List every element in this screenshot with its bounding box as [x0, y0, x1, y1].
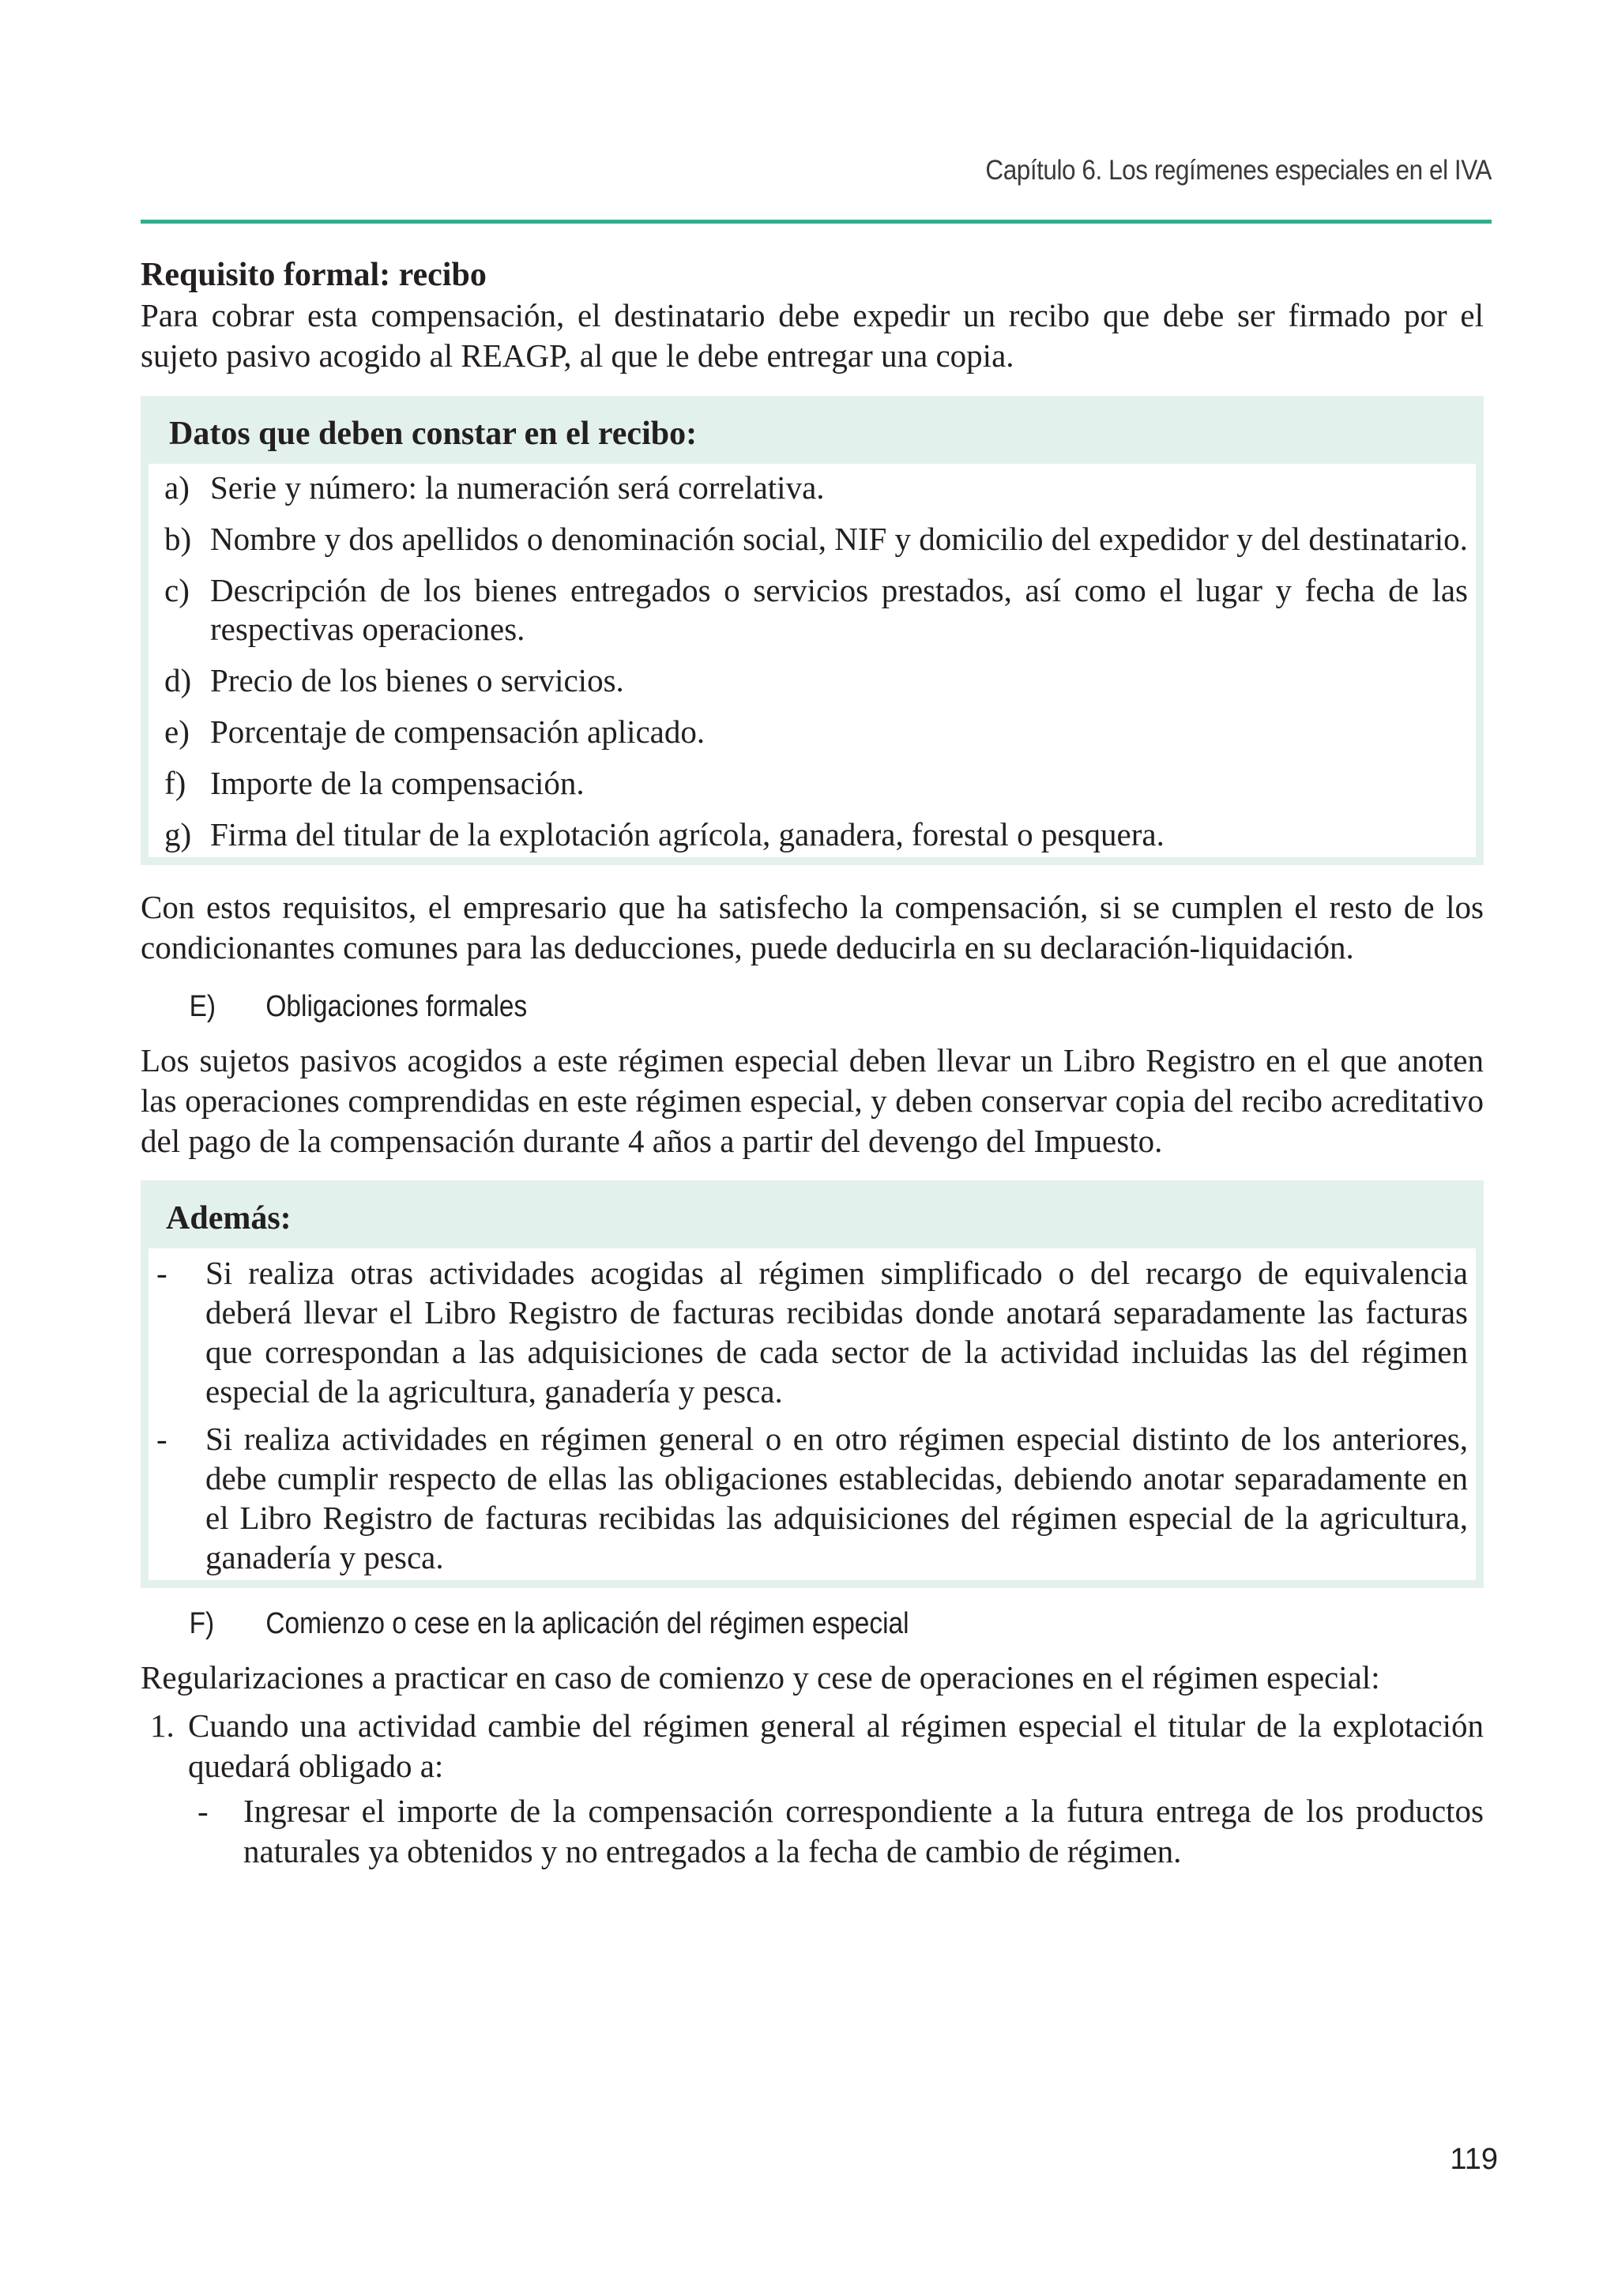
- list-item-text: Si realiza actividades en régimen general o en otro régimen especial distinto de los anteriores, debe cumplir respecto de ellas las obligaciones establecidas, debiendo anotar separadamente en el Libro Registro de facturas recibidas las adquisiciones del régimen especial de la agricultura, ganadería y pesca.: [205, 1421, 1468, 1575]
- header-rule: [141, 220, 1492, 224]
- list-item-label: e): [164, 713, 190, 750]
- requisito-heading: Requisito formal: recibo: [141, 257, 487, 293]
- section-e-heading: [141, 987, 1323, 1026]
- list-item: [164, 661, 1468, 700]
- list-item-text: Porcentaje de compensación aplicado.: [210, 713, 706, 750]
- list-item: [164, 469, 1468, 507]
- section-e-paragraph: Los sujetos pasivos acogidos a este régimen especial deben llevar un Libro Registro en el que anoten las operaciones comprendidas en este régimen especial, y deben conservar copia del recibo acreditativo del pago de la compensación durante 4 años a partir del devengo del Impuesto.: [141, 1042, 1484, 1159]
- section-f-heading: [141, 1604, 1323, 1643]
- list-item-label: f): [164, 765, 186, 801]
- sub-list-item: [188, 1791, 1484, 1872]
- list-item: [164, 764, 1468, 803]
- list-item-label: c): [164, 572, 190, 608]
- list-item: [156, 1253, 1468, 1411]
- requisito-paragraph: Para cobrar esta compensación, el destinatario debe expedir un recibo que debe ser firmado por el sujeto pasivo acogido al REAGP, al que le debe entregar una copia.: [141, 297, 1484, 374]
- list-item-text: Firma del titular de la explotación agrícola, ganadera, forestal o pesquera.: [210, 816, 1165, 853]
- list-item-label: -: [156, 1421, 167, 1457]
- sub-list-item-label: -: [198, 1793, 209, 1829]
- recibo-list: [149, 464, 1476, 857]
- list-item: [164, 815, 1468, 854]
- recibo-box-title: Datos que deben constar en el recibo:: [169, 416, 698, 452]
- after-box-paragraph: Con estos requisitos, el empresario que ha satisfecho la compensación, si se cumplen el resto de los condicionantes comunes para las deducciones, puede deducirla en su declaración-liquidación.: [141, 889, 1484, 965]
- numbered-item: [141, 1706, 1484, 1786]
- ademas-box: [141, 1180, 1484, 1588]
- list-item-label: d): [164, 662, 192, 698]
- list-item-text: Si realiza otras actividades acogidas al régimen simplificado o del recargo de equivalencia deberá llevar el Libro Registro de facturas recibidas donde anotará separadamente las facturas que correspondan a las adquisiciones de cada sector de la actividad incluidas las del régimen especial de la agricultura, ganadería y pesca.: [205, 1255, 1468, 1410]
- sub-list-item-text: Ingresar el importe de la compensación correspondiente a la futura entrega de los productos naturales ya obtenidos y no entregados a la fecha de cambio de régimen.: [243, 1793, 1484, 1869]
- list-item-text: Importe de la compensación.: [210, 765, 585, 801]
- page-number: 119: [1450, 2143, 1498, 2176]
- main-content: [141, 254, 1484, 1872]
- ademas-list: [149, 1248, 1476, 1580]
- list-item-label: a): [164, 469, 190, 506]
- section-f-paragraph: Regularizaciones a practicar en caso de comienzo y cese de operaciones en el régimen especial:: [141, 1659, 1380, 1696]
- section-f-letter: F): [189, 1607, 215, 1640]
- list-item: [156, 1419, 1468, 1577]
- list-item-text: Nombre y dos apellidos o denominación social, NIF y domicilio del expedidor y del destinatario.: [210, 521, 1468, 557]
- list-item-text: Serie y número: la numeración será correlativa.: [210, 469, 825, 506]
- running-header: Capítulo 6. Los regímenes especiales en el IVA: [985, 155, 1492, 186]
- numbered-item-text: Cuando una actividad cambie del régimen general al régimen especial el titular de la explotación quedará obligado a:: [188, 1707, 1484, 1784]
- list-item-label: b): [164, 521, 192, 557]
- list-item: [164, 571, 1468, 649]
- list-item: [164, 520, 1468, 559]
- section-f-title: Comienzo o cese en la aplicación del régimen especial: [265, 1607, 909, 1640]
- recibo-box: [141, 396, 1484, 865]
- section-e-title: Obligaciones formales: [265, 990, 528, 1023]
- numbered-item-label: 1.: [150, 1707, 175, 1744]
- ademas-box-title: Además:: [166, 1200, 292, 1236]
- list-item: [164, 713, 1468, 751]
- list-item-label: g): [164, 816, 192, 853]
- section-e-letter: E): [189, 990, 216, 1023]
- list-item-label: -: [156, 1255, 167, 1291]
- list-item-text: Descripción de los bienes entregados o servicios prestados, así como el lugar y fecha de las respectivas operaciones.: [210, 572, 1468, 647]
- list-item-text: Precio de los bienes o servicios.: [210, 662, 624, 698]
